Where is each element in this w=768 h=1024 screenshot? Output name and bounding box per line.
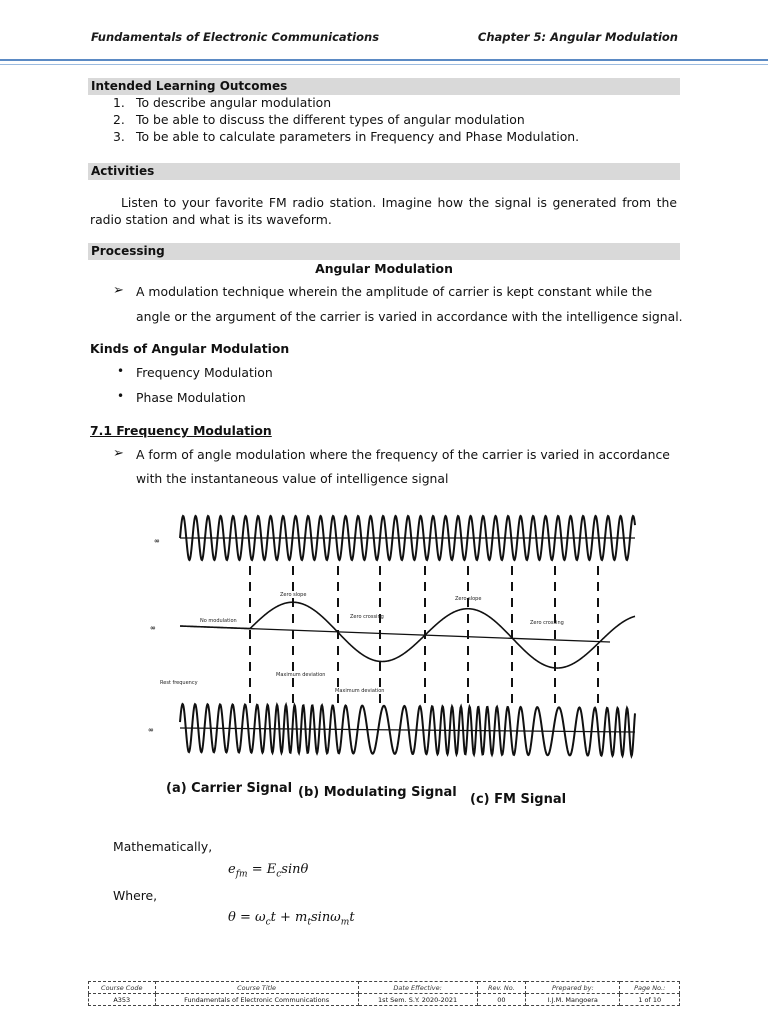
footer-header: Course Code [89,982,156,994]
footer-header: Page No.: [620,982,680,994]
arrow-bullet-icon: ➢ [113,283,124,298]
svg-text:∞: ∞ [148,726,154,734]
activities-section-bar: Activities [88,163,680,180]
header-course-title: Fundamentals of Electronic Communications [91,30,380,44]
svg-text:No modulation: No modulation [200,618,237,624]
definition-line: angle or the argument of the carrier is varied in accordance with the intelligence signal. [136,309,683,324]
footer-table [88,981,680,1006]
ilo-item-number: 1. [113,95,125,110]
kinds-title: Kinds of Angular Modulation [90,341,290,356]
footer-value: I.J.M. Mangoera [526,994,620,1006]
fm-equation: $e_{fm} = E_c\sin\theta$ [228,862,309,880]
definition-line: A modulation technique wherein the amplitude of carrier is kept constant while the [136,284,653,299]
footer-value: 1 of 10 [620,994,680,1006]
svg-text:∞: ∞ [154,537,160,545]
svg-text:Maximum deviation: Maximum deviation [276,672,326,678]
footer-header: Date Effective: [358,982,477,994]
kinds-item: Frequency Modulation [136,365,273,380]
footer-value: A353 [89,994,156,1006]
figure-axis-markers [148,537,160,734]
ilo-item: To be able to calculate parameters in Frequency and Phase Modulation. [136,129,580,144]
figure-annotations [160,592,564,694]
footer-value: 1st Sem. S.Y. 2020-2021 [358,994,477,1006]
svg-text:Rest frequency: Rest frequency [160,680,198,686]
ilo-item-number: 2. [113,112,125,127]
header-rule [0,59,768,61]
footer-value: Fundamentals of Electronic Communications [155,994,358,1006]
figure-label-fm: (c) FM Signal [470,792,567,807]
processing-subtitle: Angular Modulation [315,261,453,276]
svg-text:∞: ∞ [150,624,156,632]
svg-text:Zero crossing: Zero crossing [350,614,384,620]
bullet-dot-icon: • [117,364,125,378]
footer-header: Course Title [155,982,358,994]
ilo-section-bar: Intended Learning Outcomes [88,78,680,95]
arrow-bullet-icon: ➢ [113,446,124,461]
figure-label-carrier: (a) Carrier Signal [166,781,293,796]
header-chapter-title: Chapter 5: Angular Modulation [477,30,678,44]
ilo-item: To be able to discuss the different types of angular modulation [136,112,525,127]
fm-waveform-figure [140,506,640,824]
footer-header: Prepared by: [526,982,620,994]
fm-definition-line: with the instantaneous value of intelligence signal [136,471,449,486]
kinds-item: Phase Modulation [136,390,246,405]
header-rule-thin [0,64,768,65]
fm-heading: 7.1 Frequency Modulation [90,423,272,438]
processing-section-bar: Processing [88,243,680,260]
footer-value: 00 [477,994,526,1006]
ilo-item-number: 3. [113,129,125,144]
figure-label-modulating: (b) Modulating Signal [298,785,457,800]
bullet-dot-icon: • [117,389,125,403]
math-intro: Mathematically, [113,839,213,854]
footer-header: Rev. No. [477,982,526,994]
theta-equation: $\theta = \omega_ct + m_t\sin\omega_mt$ [228,910,355,928]
ilo-item: To describe angular modulation [136,95,332,110]
math-where: Where, [113,888,158,903]
svg-text:Zero crossing: Zero crossing [530,620,564,626]
svg-text:Zero slope: Zero slope [455,596,482,602]
fm-definition-line: A form of angle modulation where the frequency of the carrier is varied in accordance [136,447,670,462]
svg-text:Zero slope: Zero slope [280,592,307,598]
activities-text: Listen to your favorite FM radio station. Imagine how the signal is generated from the radio station and what is its waveform. [90,195,677,227]
svg-text:Maximum deviation: Maximum deviation [335,688,385,694]
